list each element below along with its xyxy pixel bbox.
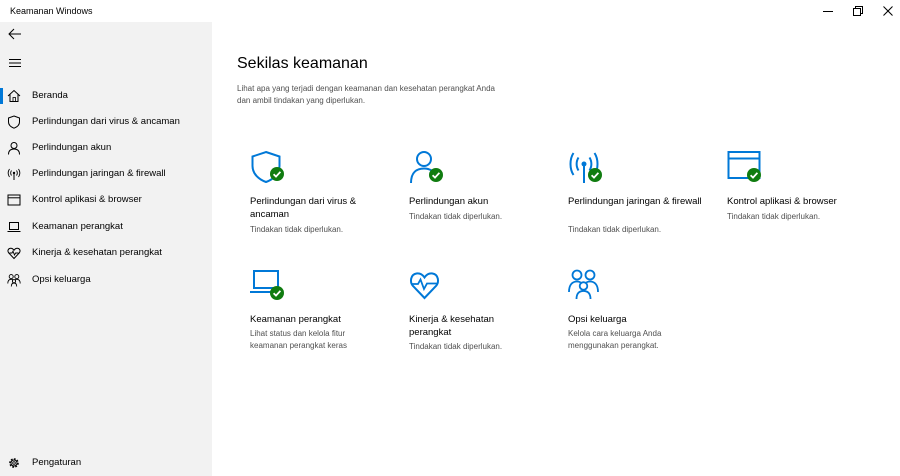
person-check-icon <box>409 150 449 186</box>
shield-check-icon <box>250 150 290 186</box>
heart-pulse-icon <box>409 268 449 304</box>
tile-virus-protection[interactable] <box>250 150 395 240</box>
tile-title: Perlindungan dari virus & ancaman <box>250 196 357 220</box>
sidebar-item-settings[interactable] <box>0 450 212 476</box>
tile-status: Tindakan tidak diperlukan. <box>568 225 662 234</box>
sidebar-item-beranda[interactable] <box>0 83 212 109</box>
sidebar-item-app-browser[interactable] <box>0 187 212 213</box>
menu-button[interactable] <box>4 53 26 73</box>
antenna-check-icon <box>568 150 608 186</box>
family-icon <box>568 268 608 304</box>
browser-check-icon <box>727 150 767 186</box>
tile-status: Tindakan tidak diperlukan. <box>409 342 503 351</box>
gear-icon <box>6 455 22 471</box>
tile-app-browser[interactable] <box>727 150 872 230</box>
tile-status: Kelola cara keluarga Anda menggunakan perangkat. <box>568 329 662 350</box>
family-icon <box>6 272 22 288</box>
sidebar-item-virus-protection[interactable] <box>0 109 212 135</box>
tile-status: Tindakan tidak diperlukan. <box>250 225 344 234</box>
tile-firewall[interactable] <box>568 150 713 240</box>
tile-device-health[interactable] <box>409 268 554 358</box>
browser-window-icon <box>6 192 22 208</box>
page-title: Sekilas keamanan <box>237 55 368 72</box>
selected-indicator <box>0 88 3 104</box>
tile-family-options[interactable] <box>568 268 713 358</box>
sidebar-item-account-protection[interactable] <box>0 135 212 161</box>
tile-title: Opsi keluarga <box>568 314 627 325</box>
sidebar-item-label: Beranda <box>32 90 68 101</box>
minimize-icon <box>823 6 833 16</box>
tile-title: Perlindungan jaringan & firewall <box>568 196 702 207</box>
close-button[interactable] <box>873 0 900 22</box>
sidebar-item-label: Kinerja & kesehatan perangkat <box>32 247 162 258</box>
tile-title: Kontrol aplikasi & browser <box>727 196 837 207</box>
sidebar <box>0 22 212 476</box>
title-bar <box>0 0 900 22</box>
main-content <box>212 22 900 476</box>
tile-title: Kinerja & kesehatan perangkat <box>409 314 495 338</box>
sidebar-item-device-security[interactable] <box>0 214 212 240</box>
sidebar-item-family[interactable] <box>0 267 212 293</box>
sidebar-item-label: Kontrol aplikasi & browser <box>32 194 142 205</box>
sidebar-item-label: Perlindungan dari virus & ancaman <box>32 116 180 127</box>
page-description: Lihat apa yang terjadi dengan keamanan dan kesehatan perangkat Anda dan ambil tindakan yang diperlukan. <box>237 84 495 105</box>
tile-title: Keamanan perangkat <box>250 314 341 325</box>
home-icon <box>6 88 22 104</box>
tile-device-security[interactable] <box>250 268 395 358</box>
tile-status: Tindakan tidak diperlukan. <box>727 212 821 221</box>
tile-title: Perlindungan akun <box>409 196 489 207</box>
laptop-icon <box>6 219 22 235</box>
laptop-check-icon <box>250 268 290 304</box>
minimize-button[interactable] <box>813 0 843 22</box>
person-icon <box>6 140 22 156</box>
tile-status: Lihat status dan kelola fitur keamanan perangkat keras <box>250 329 347 350</box>
sidebar-item-label: Perlindungan akun <box>32 142 112 153</box>
sidebar-item-label: Keamanan perangkat <box>32 221 123 232</box>
sidebar-item-device-health[interactable] <box>0 240 212 266</box>
sidebar-item-firewall[interactable] <box>0 161 212 187</box>
tile-status: Tindakan tidak diperlukan. <box>409 212 503 221</box>
sidebar-item-label: Pengaturan <box>32 457 82 468</box>
sidebar-item-label: Perlindungan jaringan & firewall <box>32 168 166 179</box>
tile-account-protection[interactable] <box>409 150 554 230</box>
heart-pulse-icon <box>6 245 22 261</box>
close-icon <box>883 6 893 16</box>
sidebar-item-label: Opsi keluarga <box>32 274 91 285</box>
shield-icon <box>6 114 22 130</box>
back-button[interactable] <box>4 24 26 44</box>
back-arrow-icon <box>8 28 22 40</box>
restore-icon <box>853 6 863 16</box>
restore-button[interactable] <box>843 0 873 22</box>
window-title: Keamanan Windows <box>10 6 93 16</box>
antenna-icon <box>6 166 22 182</box>
hamburger-icon <box>9 58 21 68</box>
